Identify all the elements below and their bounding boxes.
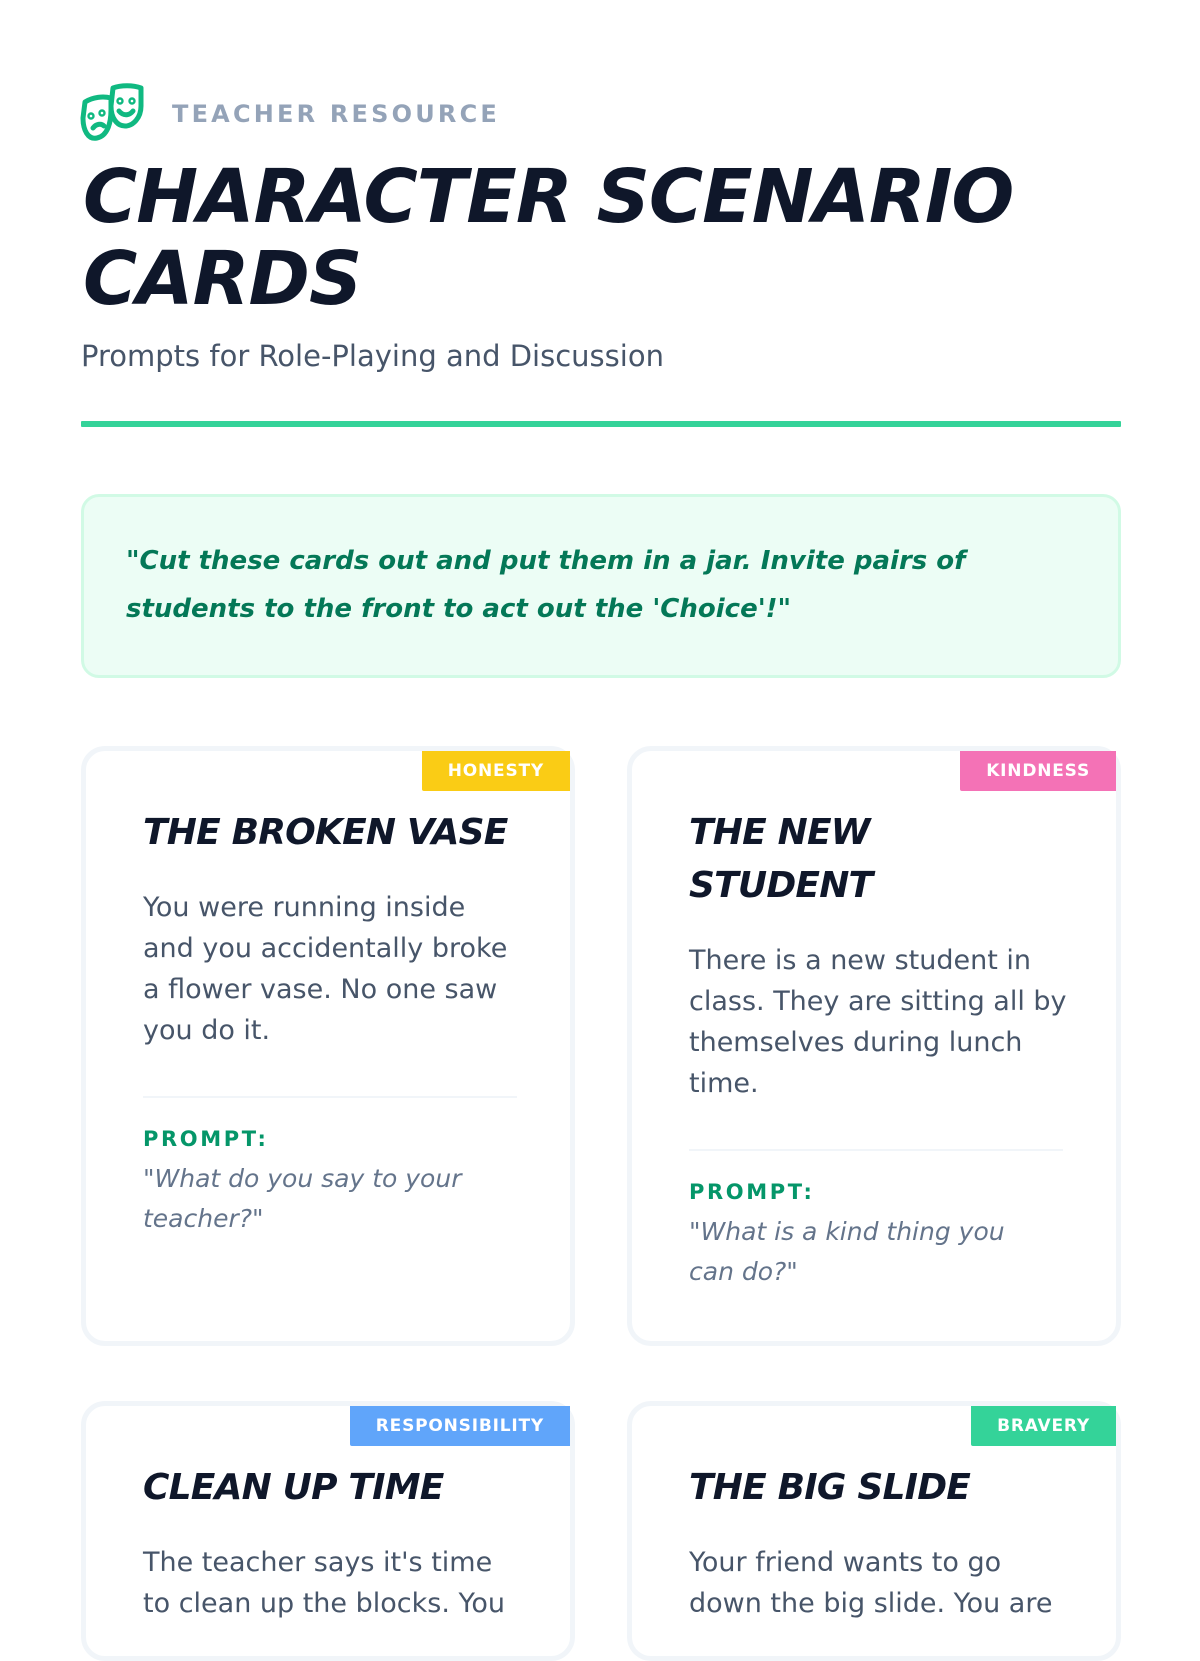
prompt-label: PROMPT: <box>689 1180 815 1204</box>
scenario-card-clean-up-time <box>81 1401 575 1661</box>
resource-header <box>81 82 500 144</box>
scenario-card-new-student <box>627 746 1121 1346</box>
category-badge-kindness: KINDNESS <box>960 751 1116 791</box>
instruction-text: "Cut these cards out and put them in a jar. Invite pairs of students to the front to act out the 'Choice'!" <box>126 546 966 624</box>
card-title: THE BROKEN VASE <box>143 812 508 853</box>
scenario-card-broken-vase <box>81 746 575 1346</box>
header-divider <box>81 421 1121 427</box>
card-title: THE BIG SLIDE <box>689 1467 971 1508</box>
theater-masks-icon <box>81 82 145 144</box>
page-title: CHARACTER SCENARIO CARDS <box>83 154 1014 322</box>
card-title: CLEAN UP TIME <box>143 1467 444 1508</box>
prompt-label: PROMPT: <box>143 1127 269 1151</box>
page-subtitle: Prompts for Role-Playing and Discussion <box>81 339 664 373</box>
card-description: Your friend wants to go down the big slide. You are <box>689 1547 1053 1619</box>
prompt-question: "What do you say to your teacher?" <box>143 1164 462 1233</box>
category-badge-honesty: HONESTY <box>422 751 570 791</box>
card-description: There is a new student in class. They are sitting all by themselves during lunch time. <box>689 945 1067 1099</box>
scenario-card-big-slide <box>627 1401 1121 1661</box>
instruction-callout <box>81 494 1121 678</box>
card-title: THE NEW STUDENT <box>689 812 873 906</box>
card-divider <box>689 1149 1063 1151</box>
category-badge-responsibility: RESPONSIBILITY <box>350 1406 570 1446</box>
prompt-question: "What is a kind thing you can do?" <box>689 1217 1005 1286</box>
eyebrow-label: TEACHER RESOURCE <box>172 100 501 128</box>
card-description: You were running inside and you accidentally broke a flower vase. No one saw you do it. <box>143 892 508 1046</box>
category-badge-bravery: BRAVERY <box>971 1406 1116 1446</box>
card-description: The teacher says it's time to clean up the blocks. You <box>143 1547 506 1619</box>
card-divider <box>143 1096 517 1098</box>
